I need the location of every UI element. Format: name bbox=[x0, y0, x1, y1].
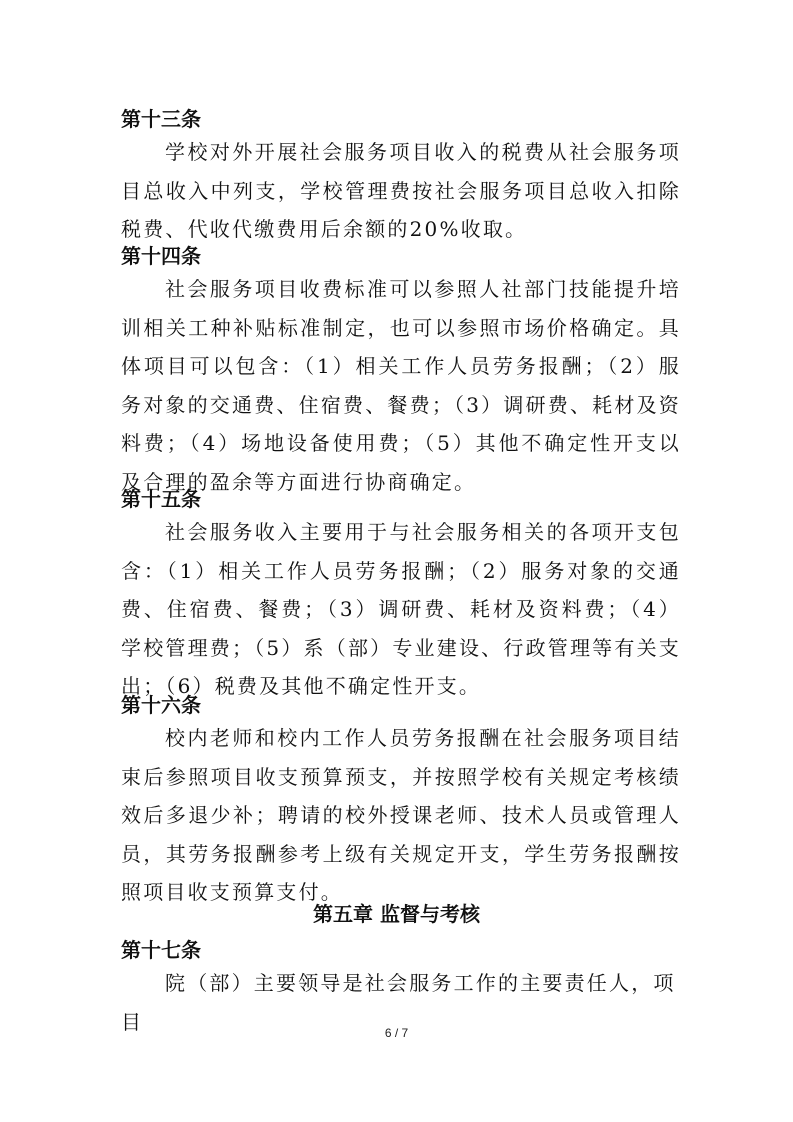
page-number: 6 / 7 bbox=[384, 1026, 409, 1040]
article-13-text: 学校对外开展社会服务项目收入的税费从社会服务项目总收入中列支，学校管理费按社会服务项目总收入扣除税费、代收代缴费用后余额的20%收取。 bbox=[121, 140, 681, 241]
article-14-text: 社会服务项目收费标准可以参照人社部门技能提升培训相关工种补贴标准制定，也可以参照市场价格确定。具体项目可以包含：（1）相关工作人员劳务报酬；（2）服务对象的交通费、住宿费、餐费；（3）调研费、耗材及资料费；（4）场地设备使用费；（5）其他不确定性开支以及合理的盈余等方面进行协商确定。 bbox=[121, 277, 681, 494]
article-15-heading: 第十五条 bbox=[121, 487, 201, 511]
article-15-text: 社会服务收入主要用于与社会服务相关的各项开支包含：（1）相关工作人员劳务报酬；（2）服务对象的交通费、住宿费、餐费；（3）调研费、耗材及资料费；（4）学校管理费；（5）系（部）专业建设、行政管理等有关支出；（6）税费及其他不确定性开支。 bbox=[121, 520, 681, 698]
article-17-text: 院（部）主要领导是社会服务工作的主要责任人，项目 bbox=[121, 971, 676, 1034]
article-16-text: 校内老师和校内工作人员劳务报酬在社会服务项目结束后参照项目收支预算预支，并按照学校有关规定考核绩效后多退少补；聘请的校外授课老师、技术人员或管理人员，其劳务报酬参考上级有关规定开支，学生劳务报酬按照项目收支预算支付。 bbox=[121, 726, 681, 904]
article-17-heading: 第十七条 bbox=[121, 938, 201, 962]
chapter-title: 第五章 监督与考核 bbox=[313, 902, 480, 926]
article-16-heading: 第十六条 bbox=[121, 693, 201, 717]
article-14-heading: 第十四条 bbox=[121, 244, 201, 268]
article-13-heading: 第十三条 bbox=[121, 107, 201, 131]
